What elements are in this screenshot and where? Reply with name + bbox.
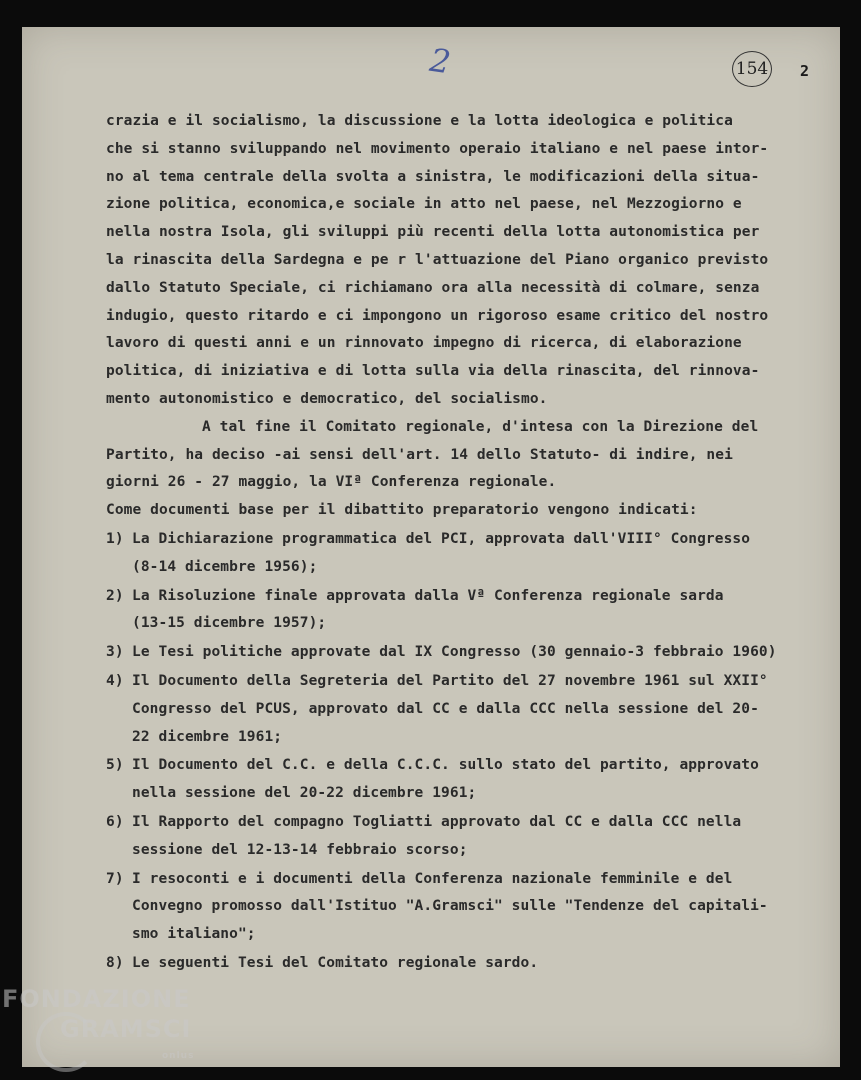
list-item-line: Le seguenti Tesi del Comitato regionale sardo. bbox=[132, 954, 539, 971]
paragraph-2 bbox=[106, 414, 836, 525]
watermark-line-3: onlus bbox=[162, 1051, 195, 1061]
text-line: giorni 26 - 27 maggio, la VIª Conferenza regionale. bbox=[106, 474, 557, 491]
list-item bbox=[106, 583, 836, 639]
list-item-number: 1) bbox=[106, 530, 124, 547]
typewritten-text bbox=[106, 108, 836, 978]
list-item-line: Convegno promosso dall'Istituo "A.Gramsci" sulle "Tendenze del capitali- bbox=[132, 898, 768, 915]
list-item-number: 2) bbox=[106, 587, 124, 604]
list-item-line: (8-14 dicembre 1956); bbox=[132, 558, 318, 575]
list-item bbox=[106, 866, 836, 949]
document-list bbox=[106, 526, 836, 978]
list-item-line: Il Documento del C.C. e della C.C.C. sullo stato del partito, approvato bbox=[132, 757, 759, 774]
list-item-line: Il Rapporto del compagno Togliatti approvato dal CC e dalla CCC nella bbox=[132, 813, 742, 830]
list-item bbox=[106, 950, 836, 978]
list-item-line: Le Tesi politiche approvate dal IX Congresso (30 gennaio-3 febbraio 1960) bbox=[132, 644, 777, 661]
list-item-line: I resoconti e i documenti della Conferenza nazionale femminile e del bbox=[132, 870, 733, 887]
list-item-line: smo italiano"; bbox=[132, 926, 256, 943]
list-item-number: 6) bbox=[106, 813, 124, 830]
watermark bbox=[2, 985, 195, 1061]
text-line: crazia e il socialismo, la discussione e la lotta ideologica e politica bbox=[106, 113, 733, 129]
list-item-line: (13-15 dicembre 1957); bbox=[132, 615, 327, 632]
list-item-line: sessione del 12-13-14 febbraio scorso; bbox=[132, 841, 468, 858]
text-line: A tal fine il Comitato regionale, d'intesa con la Direzione del bbox=[202, 418, 759, 435]
handwritten-page-number: 2 bbox=[427, 40, 453, 82]
list-item-line: La Risoluzione finale approvata dalla Vª Conferenza regionale sarda bbox=[132, 587, 724, 604]
list-item bbox=[106, 639, 836, 667]
list-item-line: Il Documento della Segreteria del Partito del 27 novembre 1961 sul XXII° bbox=[132, 672, 768, 689]
list-item bbox=[106, 526, 836, 582]
text-line: dallo Statuto Speciale, ci richiamano ora alla necessità di colmare, senza bbox=[106, 279, 760, 296]
list-item-number: 3) bbox=[106, 644, 124, 661]
paragraph-1 bbox=[106, 108, 836, 414]
watermark-line-1: FONDAZIONE bbox=[2, 985, 191, 1013]
list-item-number: 4) bbox=[106, 672, 124, 689]
list-item-line: nella sessione del 20-22 dicembre 1961; bbox=[132, 785, 477, 802]
text-line: lavoro di questi anni e un rinnovato impegno di ricerca, di elaborazione bbox=[106, 335, 742, 352]
list-item bbox=[106, 809, 836, 865]
text-line: Partito, ha deciso -ai sensi dell'art. 14 dello Statuto- di indire, nei bbox=[106, 446, 733, 463]
list-item-line: La Dichiarazione programmatica del PCI, approvata dall'VIII° Congresso bbox=[132, 530, 751, 547]
list-item-number: 7) bbox=[106, 870, 124, 887]
text-line: politica, di iniziativa e di lotta sulla via della rinascita, del rinnova- bbox=[106, 363, 760, 380]
list-item-number: 8) bbox=[106, 954, 124, 971]
text-line: nella nostra Isola, gli sviluppi più recenti della lotta autonomistica per bbox=[106, 224, 760, 241]
list-item bbox=[106, 752, 836, 808]
list-item-line: 22 dicembre 1961; bbox=[132, 728, 283, 745]
text-line: indugio, questo ritardo e ci impongono un rigoroso esame critico del nostro bbox=[106, 307, 769, 324]
list-item-number: 5) bbox=[106, 757, 124, 774]
text-line: la rinascita della Sardegna e pe r l'attuazione del Piano organico previsto bbox=[106, 251, 769, 268]
circled-archive-number: 154 bbox=[732, 51, 772, 87]
typed-page-number: 2 bbox=[800, 62, 810, 80]
watermark-line-2: GRAMSCI bbox=[60, 1015, 192, 1043]
list-item bbox=[106, 668, 836, 751]
list-item-line: Congresso del PCUS, approvato dal CC e dalla CCC nella sessione del 20- bbox=[132, 700, 759, 717]
text-line: che si stanno sviluppando nel movimento operaio italiano e nel paese intor- bbox=[106, 140, 769, 157]
text-line: zione politica, economica,e sociale in atto nel paese, nel Mezzogiorno e bbox=[106, 196, 742, 213]
text-line: Come documenti base per il dibattito preparatorio vengono indicati: bbox=[106, 502, 698, 519]
text-line: no al tema centrale della svolta a sinistra, le modificazioni della situa- bbox=[106, 168, 760, 185]
text-line: mento autonomistico e democratico, del socialismo. bbox=[106, 390, 548, 407]
